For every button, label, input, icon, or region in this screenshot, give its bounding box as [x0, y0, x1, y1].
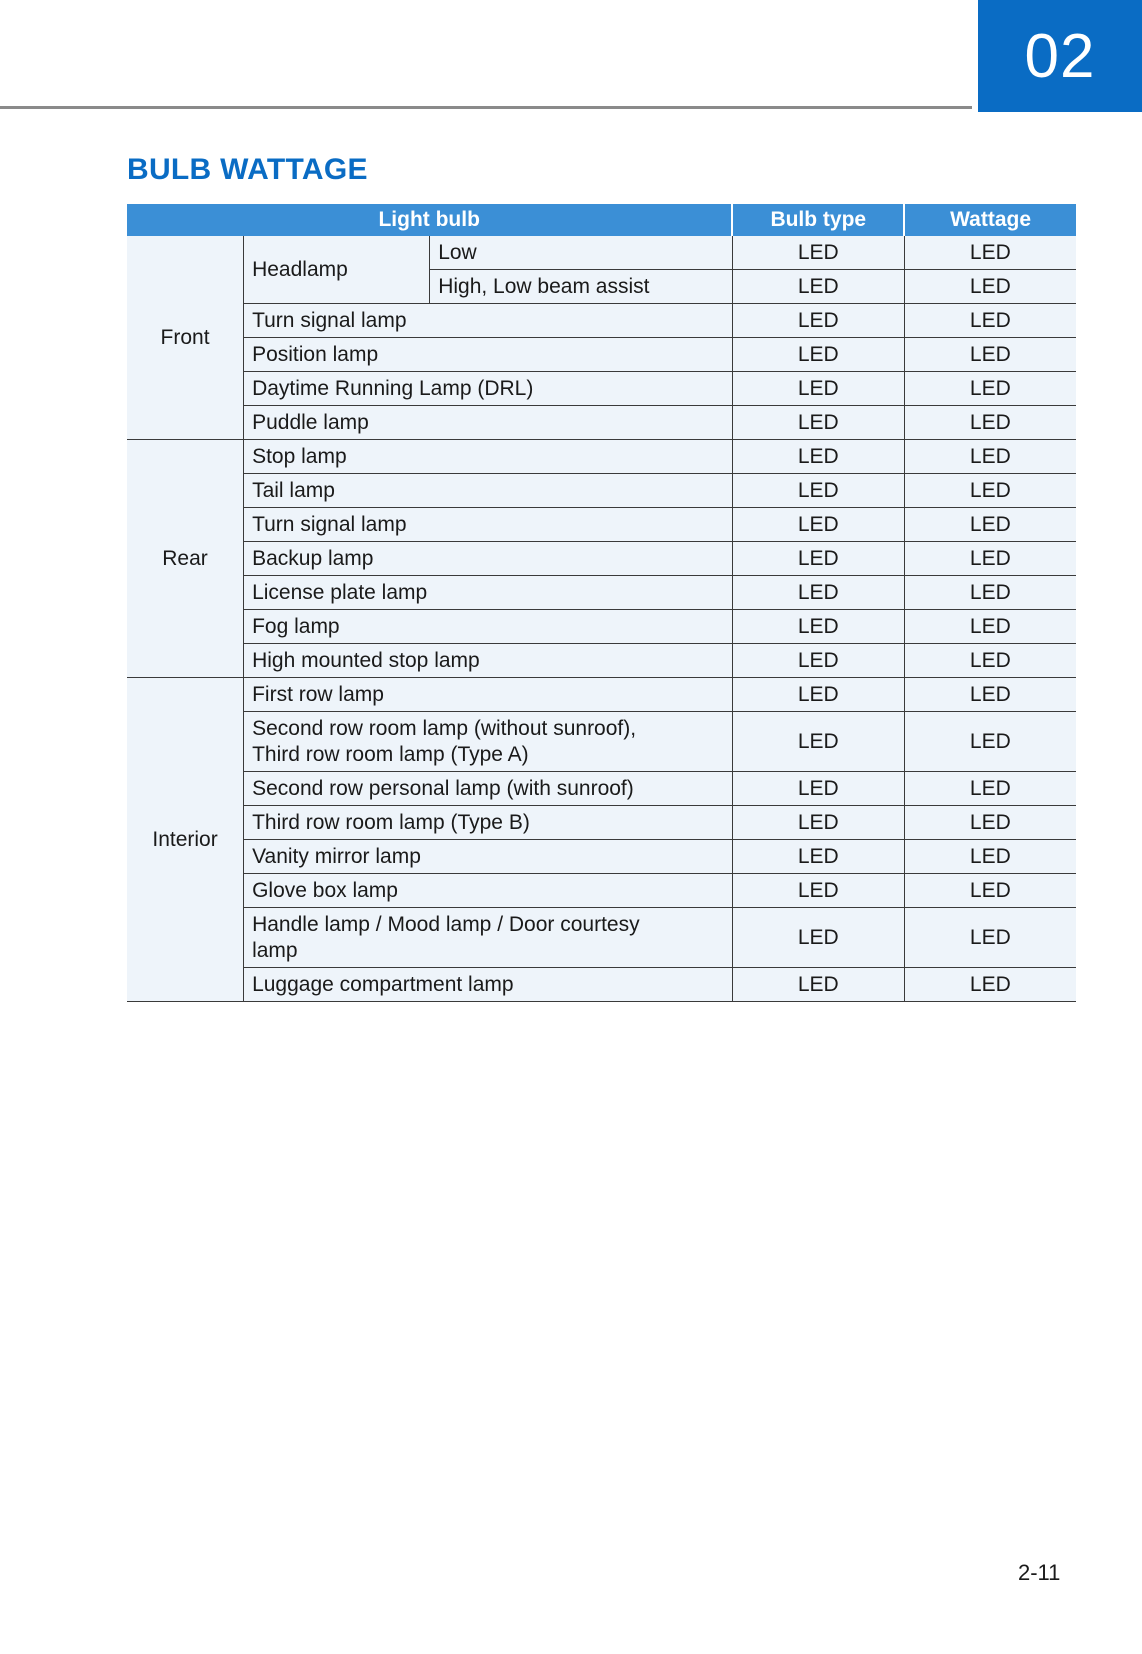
- table-row: [127, 644, 1076, 678]
- bulb-type: LED: [732, 874, 904, 908]
- bulb-wattage: LED: [904, 874, 1076, 908]
- bulb-name: Stop lamp: [244, 440, 733, 474]
- bulb-name: Luggage compartment lamp: [244, 968, 733, 1002]
- bulb-type: LED: [732, 576, 904, 610]
- bulb-name: Turn signal lamp: [244, 304, 733, 338]
- bulb-name: Puddle lamp: [244, 406, 733, 440]
- header-bulb-type: Bulb type: [732, 204, 904, 236]
- bulb-wattage: LED: [904, 712, 1076, 772]
- bulb-wattage: LED: [904, 236, 1076, 270]
- bulb-wattage: LED: [904, 610, 1076, 644]
- bulb-type: LED: [732, 772, 904, 806]
- bulb-name: Tail lamp: [244, 474, 733, 508]
- bulb-wattage: LED: [904, 338, 1076, 372]
- bulb-name: Daytime Running Lamp (DRL): [244, 372, 733, 406]
- chapter-tab: [978, 0, 1142, 112]
- category-interior: Interior: [127, 678, 244, 1002]
- bulb-name: Backup lamp: [244, 542, 733, 576]
- bulb-name: License plate lamp: [244, 576, 733, 610]
- table-row: [127, 542, 1076, 576]
- table-row: [127, 712, 1076, 772]
- table-row: [127, 968, 1076, 1002]
- table-row: [127, 440, 1076, 474]
- bulb-name: Turn signal lamp: [244, 508, 733, 542]
- page-number: 2-11: [1018, 1560, 1061, 1585]
- bulb-type: LED: [732, 372, 904, 406]
- bulb-wattage: LED: [904, 678, 1076, 712]
- table-row: [127, 840, 1076, 874]
- table-row: [127, 508, 1076, 542]
- bulb-type: LED: [732, 644, 904, 678]
- section-title: BULB WATTAGE: [127, 153, 368, 186]
- bulb-type: LED: [732, 542, 904, 576]
- bulb-name: Third row room lamp (Type B): [244, 806, 733, 840]
- bulb-wattage: LED: [904, 840, 1076, 874]
- bulb-name-line: Second row room lamp (without sunroof),: [252, 716, 637, 740]
- table-row: [127, 372, 1076, 406]
- bulb-name: High, Low beam assist: [430, 270, 733, 304]
- table-row: [127, 908, 1076, 968]
- table-row: [127, 236, 1076, 270]
- bulb-name: Second row personal lamp (with sunroof): [244, 772, 733, 806]
- table-row: [127, 772, 1076, 806]
- table-row: [127, 806, 1076, 840]
- table-row: [127, 576, 1076, 610]
- bulb-wattage: LED: [904, 474, 1076, 508]
- bulb-name: First row lamp: [244, 678, 733, 712]
- header-light-bulb: Light bulb: [127, 204, 732, 236]
- category-rear: Rear: [127, 440, 244, 678]
- table-row: [127, 406, 1076, 440]
- bulb-name: Low: [430, 236, 733, 270]
- bulb-type: LED: [732, 610, 904, 644]
- bulb-name: Vanity mirror lamp: [244, 840, 733, 874]
- bulb-type: LED: [732, 270, 904, 304]
- bulb-type: LED: [732, 236, 904, 270]
- bulb-type: LED: [732, 968, 904, 1002]
- bulb-type: LED: [732, 440, 904, 474]
- bulb-wattage: LED: [904, 968, 1076, 1002]
- bulb-type: LED: [732, 908, 904, 968]
- bulb-type: LED: [732, 338, 904, 372]
- bulb-name: [244, 908, 733, 968]
- bulb-name-line: Handle lamp / Mood lamp / Door courtesy: [252, 912, 640, 936]
- table-row: [127, 874, 1076, 908]
- bulb-wattage: LED: [904, 406, 1076, 440]
- category-front: Front: [127, 236, 244, 440]
- bulb-wattage-table: [127, 204, 1076, 1002]
- table-row: [127, 304, 1076, 338]
- headlamp-label: Headlamp: [244, 236, 430, 304]
- bulb-wattage: LED: [904, 806, 1076, 840]
- bulb-type: LED: [732, 712, 904, 772]
- bulb-name: Position lamp: [244, 338, 733, 372]
- table-row: [127, 474, 1076, 508]
- table-row: [127, 338, 1076, 372]
- bulb-name: High mounted stop lamp: [244, 644, 733, 678]
- bulb-wattage: LED: [904, 772, 1076, 806]
- bulb-type: LED: [732, 840, 904, 874]
- bulb-wattage: LED: [904, 542, 1076, 576]
- bulb-name-line: Third row room lamp (Type A): [252, 742, 529, 766]
- bulb-type: LED: [732, 304, 904, 338]
- bulb-name: Fog lamp: [244, 610, 733, 644]
- chapter-number: 02: [1024, 21, 1096, 91]
- bulb-type: LED: [732, 508, 904, 542]
- bulb-wattage: LED: [904, 270, 1076, 304]
- bulb-wattage: LED: [904, 908, 1076, 968]
- table-row: [127, 678, 1076, 712]
- bulb-wattage: LED: [904, 644, 1076, 678]
- bulb-name: [244, 712, 733, 772]
- bulb-wattage: LED: [904, 576, 1076, 610]
- bulb-wattage: LED: [904, 440, 1076, 474]
- bulb-wattage: LED: [904, 372, 1076, 406]
- header-wattage: Wattage: [904, 204, 1076, 236]
- bulb-type: LED: [732, 406, 904, 440]
- table-header-row: [127, 204, 1076, 236]
- bulb-wattage: LED: [904, 508, 1076, 542]
- header-rule: [0, 106, 972, 109]
- bulb-type: LED: [732, 806, 904, 840]
- bulb-type: LED: [732, 678, 904, 712]
- bulb-type: LED: [732, 474, 904, 508]
- bulb-name: Glove box lamp: [244, 874, 733, 908]
- bulb-wattage: LED: [904, 304, 1076, 338]
- bulb-name-line: lamp: [252, 938, 298, 962]
- table-row: [127, 610, 1076, 644]
